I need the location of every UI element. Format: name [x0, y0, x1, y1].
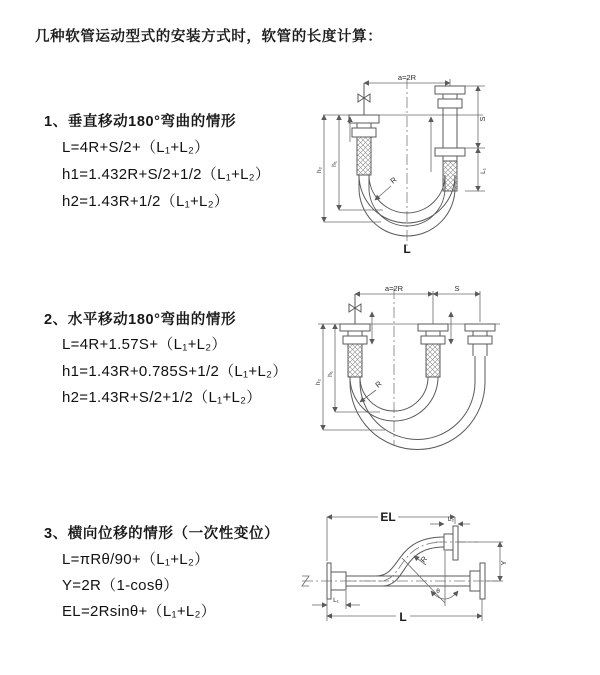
dim-label-radius: R — [388, 175, 399, 186]
reference-lines-group — [323, 78, 483, 246]
right-dimension-group — [465, 86, 487, 191]
dim-label-el: EL — [380, 510, 396, 524]
radius-callout — [375, 175, 399, 200]
formula-line: L=4R+S/2+（L₁+L₂） — [62, 139, 210, 156]
dim-label-radius: R — [373, 379, 384, 390]
dim-label-length: L — [403, 242, 411, 256]
dim-label-radius: R — [418, 554, 430, 565]
right-pipe-group — [465, 324, 495, 356]
formula-line: h1=1.432R+S/2+1/2（L₁+L₂） — [62, 166, 271, 183]
dim-label-h-outer: h₂ — [316, 166, 323, 174]
dim-label-stroke: S — [478, 116, 487, 122]
dim-label-h-inner: h₁ — [331, 161, 338, 167]
valve-icon — [358, 83, 370, 115]
hose-curves-group — [350, 356, 485, 449]
l1-dimension-group — [312, 591, 360, 609]
formula-line: EL=2Rsinθ+（L₁+L₂） — [62, 603, 216, 620]
l-dimension-group — [327, 599, 482, 624]
middle-pipe-group — [418, 312, 451, 377]
diagram-vertical-180-bend — [313, 70, 588, 260]
dim-label-l1: L₁ — [333, 597, 339, 604]
el-dimension-group — [327, 510, 455, 561]
dim-label-fitting: L₁ — [480, 168, 487, 174]
dim-label-stroke: S — [454, 284, 460, 293]
formula-line: h1=1.43R+0.785S+1/2（L₁+L₂） — [62, 363, 288, 380]
right-pipe-group — [431, 86, 465, 191]
dim-label-h-outer: h₂ — [315, 378, 322, 386]
dim-label-h-inner: h₁ — [327, 371, 334, 377]
formula-line: L=πRθ/90+（L₁+L₂） — [62, 551, 210, 568]
formula-line: h2=1.43R+S/2+1/2（L₁+L₂） — [62, 389, 262, 406]
section-2-heading: 2、水平移动180°弯曲的情形 — [44, 312, 237, 328]
dim-label-y: Y — [499, 560, 508, 566]
dim-label-theta: θ — [436, 588, 440, 595]
displaced-hose-group — [346, 526, 458, 586]
diagram-lateral-displacement — [298, 503, 593, 638]
diagram-horizontal-180-bend — [310, 282, 595, 454]
left-pipe-group — [340, 312, 372, 377]
formula-line: Y=2R（1-cosθ） — [62, 577, 179, 594]
dim-label-l2: L₂ — [447, 516, 455, 523]
top-dimension-group — [355, 284, 480, 324]
formula-line: h2=1.43R+1/2（L₁+L₂） — [62, 193, 230, 210]
dim-label-span: a=2R — [384, 284, 404, 293]
dim-label-span: a=2R — [397, 73, 417, 82]
section-1-heading: 1、垂直移动180°弯曲的情形 — [44, 114, 237, 130]
page-title: 几种软管运动型式的安装方式时，软管的长度计算： — [35, 29, 383, 45]
left-pipe-group — [349, 115, 379, 175]
section-3-heading: 3、横向位移的情形（一次性变位） — [44, 526, 280, 542]
construction-lines-group — [402, 551, 458, 606]
y-dimension-group — [458, 542, 508, 581]
formula-line: L=4R+1.57S+（L₁+L₂） — [62, 336, 227, 353]
valve-icon — [349, 294, 361, 324]
dim-label-length: L — [399, 610, 407, 624]
radius-callout — [360, 379, 384, 402]
